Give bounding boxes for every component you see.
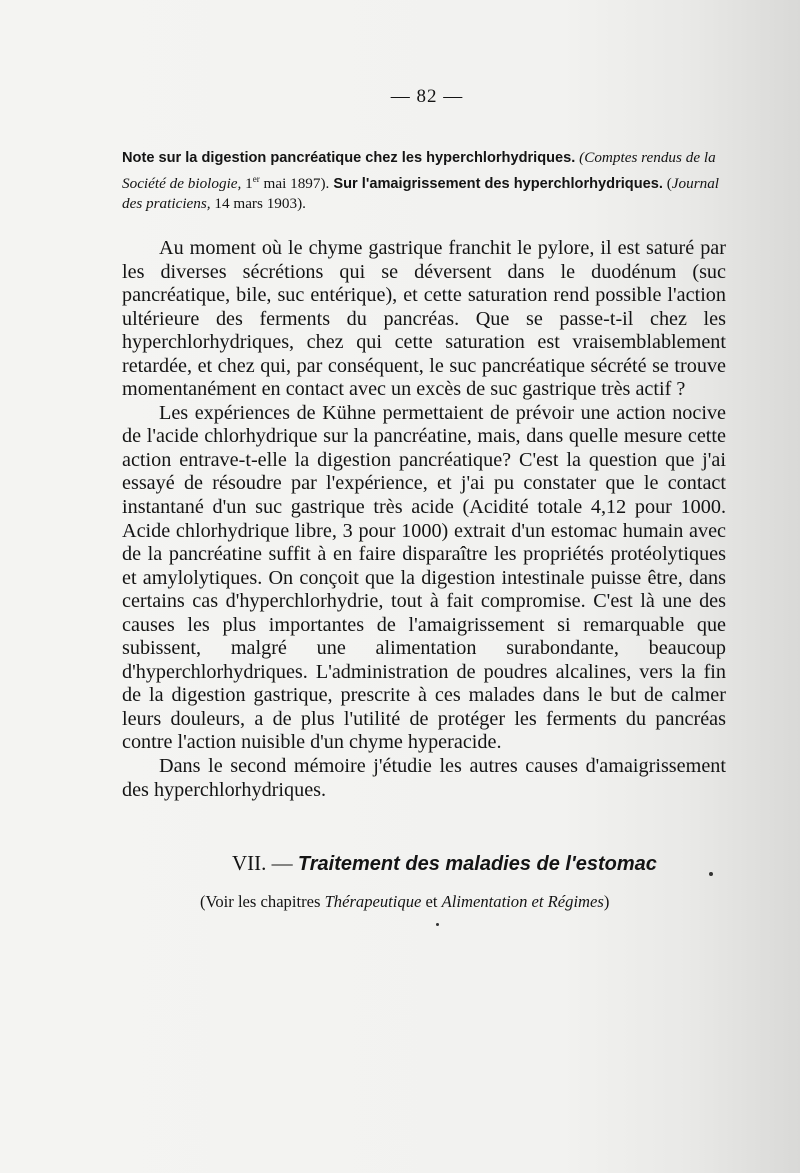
reference-source-2-date: 14 mars 1903). bbox=[210, 195, 306, 213]
paragraph-3: Dans le second mémoire j'étudie les autres causes d'amaigrissement des hyperchlorhydriques. bbox=[122, 755, 726, 801]
paragraph-2: Les expériences de Kühne permettaient de prévoir une action nocive de l'acide chlorhydrique sur la pancréatine, mais, dans quelle mesure cette action entrave-t-elle la digestion pancréatique? C'est la question que j'ai essayé de résoudre par l'expérience, et j'ai pu constater que le contact instantané d'un suc gastrique très acide (Acidité totale 4,12 pour 1000. Acide chlorhydrique libre, 3 pour 1000) extrait d'un estomac humain avec de la pancréatine suffit à en faire disparaître les propriétés protéolytiques et amylolytiques. On conçoit que la digestion intestinale puisse être, dans certains cas d'hyperchlorhydrie, tout à fait compromise. C'est là une des causes les plus importantes de l'amaigrissement si remarquable que subissent, malgré une alimentation surabondante, beaucoup d'hyperchlorhydriques. L'administration de poudres alcalines, vers la fin de la digestion gastrique, prescrite à ces malades dans le but de calmer leurs douleurs, a de plus l'utilité de protéger les ferments du pancréas contre l'action nuisible d'un chyme hyperacide. bbox=[122, 401, 726, 754]
print-speck bbox=[709, 872, 713, 876]
reference-date-1-superscript: er bbox=[252, 173, 260, 184]
bibliographic-reference bbox=[122, 148, 722, 215]
paragraph-1: Au moment où le chyme gastrique franchit le pylore, il est saturé par les diverses sécrétions qui se déversent dans le duodénum (suc pancréatique, bile, suc entérique), et cette saturation rend possible l'action ultérieure des ferments du pancréas. Que se passe-t-il chez les hyperchlorhydriques, chez qui cette saturation est vraisemblablement retardée, et chez qui, par conséquent, le suc pancréatique sécrété se trouve momentanément en contact avec un excès de suc gastrique très actif ? bbox=[122, 237, 726, 401]
reference-source-2-journal: Journal des praticiens, bbox=[122, 174, 720, 213]
page-number: — 82 — bbox=[390, 86, 464, 107]
body-text bbox=[122, 237, 726, 802]
reference-title-2: Sur l'amaigrissement des hyperchlorhydriques. bbox=[329, 175, 663, 192]
section-numeral: VII. bbox=[232, 851, 267, 875]
cross-reference-note bbox=[200, 892, 670, 912]
note-prefix: (Voir les chapitres bbox=[200, 892, 325, 911]
reference-date-1-rest: mai 1897). bbox=[259, 174, 330, 192]
note-chapter-2: Alimentation et Régimes bbox=[441, 892, 604, 911]
section-title: Traitement des maladies de l'estomac bbox=[297, 853, 657, 875]
section-dash: — bbox=[266, 851, 298, 875]
print-speck bbox=[436, 923, 439, 926]
reference-source-1: (Comptes rendus de la Société de biologie, bbox=[122, 149, 716, 192]
note-suffix: ) bbox=[603, 892, 610, 911]
reference-date-1-day: 1 bbox=[241, 174, 253, 192]
note-connector: et bbox=[421, 892, 442, 911]
section-heading bbox=[232, 851, 702, 876]
reference-source-2-open: ( bbox=[662, 174, 672, 192]
reference-title-1: Note sur la digestion pancréatique chez les hyperchlorhydriques. bbox=[122, 150, 576, 166]
note-chapter-1: Thérapeutique bbox=[324, 892, 422, 911]
